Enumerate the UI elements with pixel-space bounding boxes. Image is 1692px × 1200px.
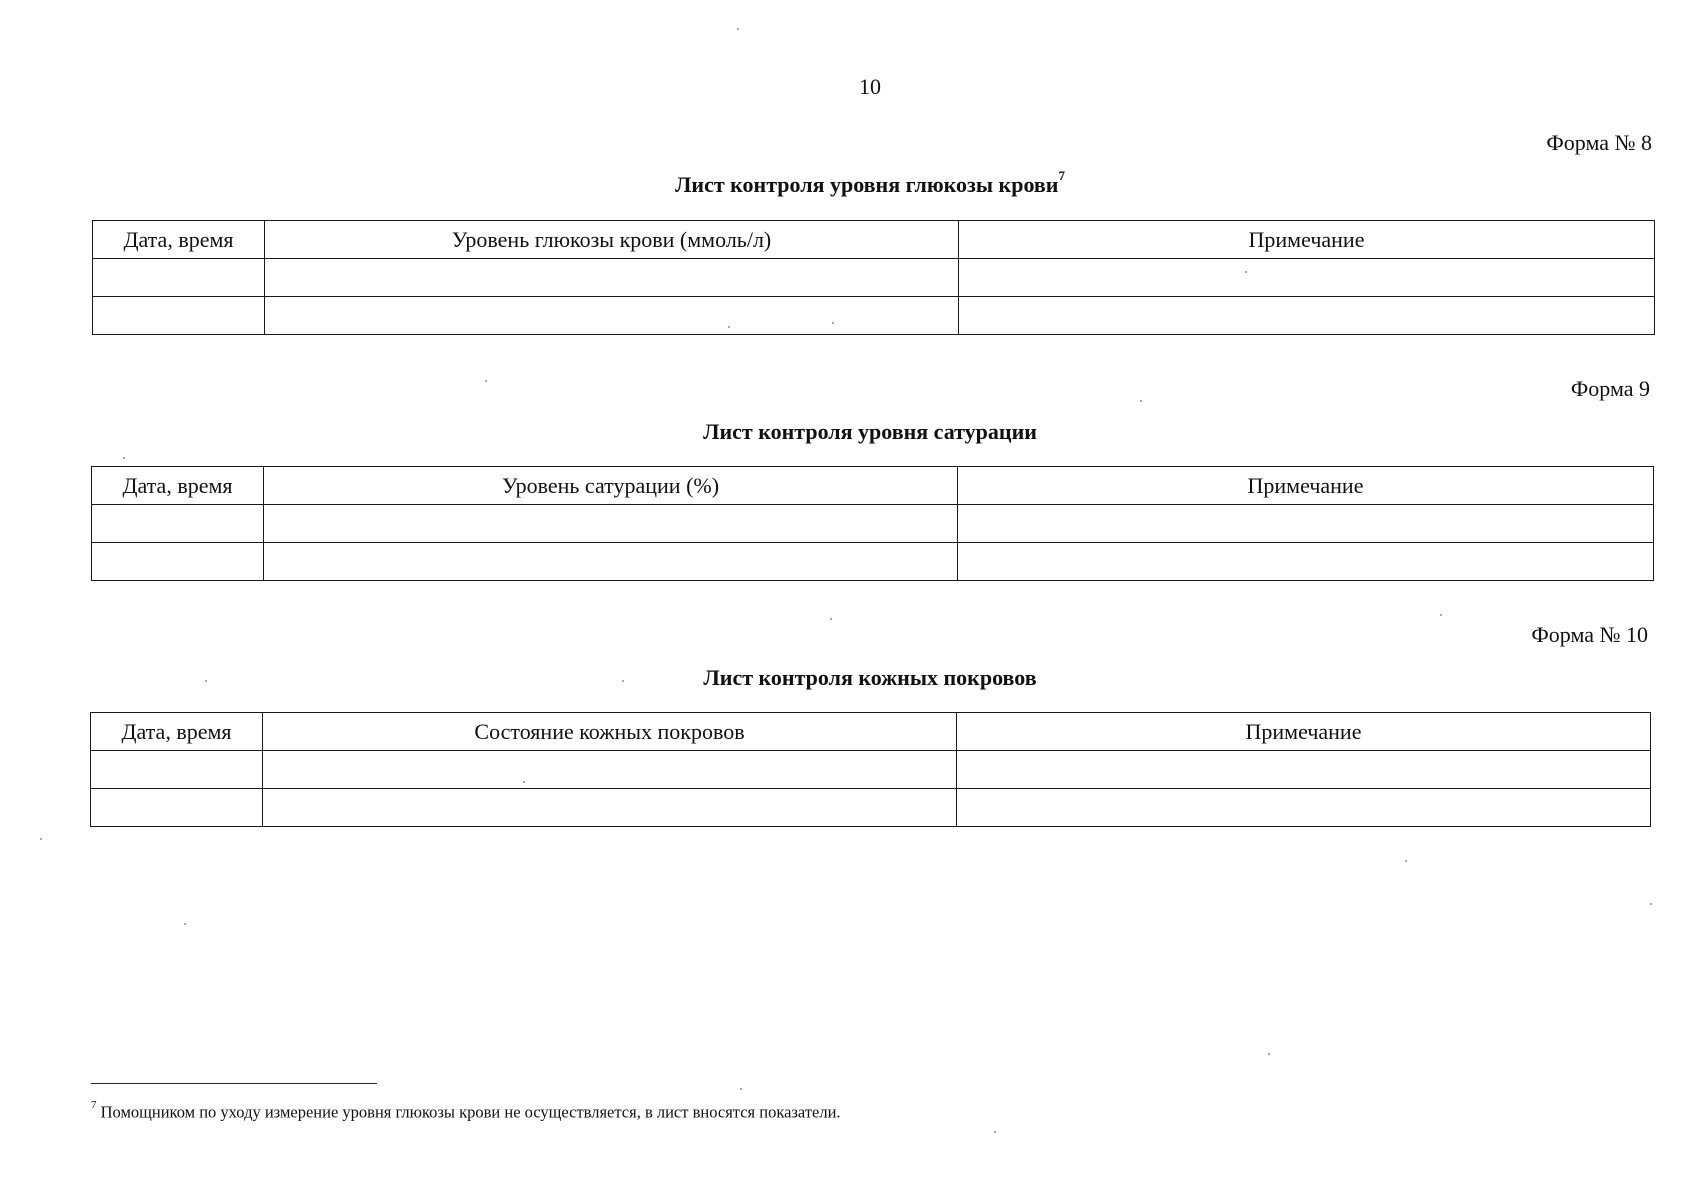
form-9-title: Лист контроля уровня сатурации: [703, 419, 1037, 444]
column-header-date-time: Дата, время: [92, 467, 264, 505]
form-8-title-text: Лист контроля уровня глюкозы крови: [675, 172, 1059, 197]
note-cell[interactable]: [958, 505, 1654, 543]
scan-speck: [40, 838, 42, 840]
note-cell[interactable]: [959, 259, 1655, 297]
table-row: [91, 751, 1651, 789]
date-time-cell[interactable]: [93, 297, 265, 335]
scan-speck: [1405, 860, 1407, 862]
scan-speck: [184, 923, 186, 925]
column-header-date-time: Дата, время: [93, 221, 265, 259]
scan-speck: [728, 326, 730, 328]
column-header-note: Примечание: [958, 467, 1654, 505]
note-cell[interactable]: [957, 789, 1651, 827]
form-8-title: [0, 168, 1692, 198]
scan-speck: [737, 28, 739, 30]
saturation-level-cell[interactable]: [264, 505, 958, 543]
table-row: [92, 505, 1654, 543]
footnote: [91, 1099, 841, 1123]
scan-speck: [740, 1088, 742, 1090]
column-header-glucose-level: Уровень глюкозы крови (ммоль/л): [265, 221, 959, 259]
glucose-level-cell[interactable]: [265, 259, 959, 297]
table-row: [92, 543, 1654, 581]
table-row: [93, 259, 1655, 297]
column-header-skin-condition: Состояние кожных покровов: [263, 713, 957, 751]
note-cell[interactable]: [958, 543, 1654, 581]
table-header-row: [93, 221, 1655, 259]
table-header-row: [92, 467, 1654, 505]
footnote-marker: 7: [91, 1099, 97, 1111]
skin-condition-cell[interactable]: [263, 789, 957, 827]
skin-condition-control-table: [90, 712, 1651, 827]
footnote-text: Помощником по уходу измерение уровня глюкозы крови не осуществляется, в лист вносятся показатели.: [100, 1102, 841, 1122]
form-8-label: Форма № 8: [1546, 130, 1652, 155]
table-row: [91, 789, 1651, 827]
scan-speck: [485, 380, 487, 382]
scan-speck: [1268, 1053, 1270, 1055]
scan-speck: [205, 680, 207, 682]
table-row: [93, 297, 1655, 335]
scan-speck: [523, 781, 525, 783]
scan-speck: [123, 457, 125, 459]
date-time-cell[interactable]: [91, 751, 263, 789]
saturation-control-table: [91, 466, 1654, 581]
column-header-note: Примечание: [959, 221, 1655, 259]
footnote-separator: [91, 1083, 377, 1084]
scan-speck: [622, 680, 624, 682]
column-header-saturation-level: Уровень сатурации (%): [264, 467, 958, 505]
glucose-control-table: [92, 220, 1655, 335]
column-header-date-time: Дата, время: [91, 713, 263, 751]
date-time-cell[interactable]: [92, 505, 264, 543]
scan-speck: [1440, 614, 1442, 616]
page-number: 10: [859, 74, 881, 99]
date-time-cell[interactable]: [92, 543, 264, 581]
table-header-row: [91, 713, 1651, 751]
scan-speck: [994, 1131, 996, 1133]
form-10-label: Форма № 10: [1531, 622, 1648, 647]
skin-condition-cell[interactable]: [263, 751, 957, 789]
saturation-level-cell[interactable]: [264, 543, 958, 581]
form-9-label: Форма 9: [1570, 376, 1650, 401]
scan-speck: [1650, 903, 1652, 905]
scan-speck: [830, 618, 832, 620]
date-time-cell[interactable]: [93, 259, 265, 297]
scan-speck: [1140, 400, 1142, 402]
form-10-title: Лист контроля кожных покровов: [703, 665, 1037, 690]
date-time-cell[interactable]: [91, 789, 263, 827]
note-cell[interactable]: [957, 751, 1651, 789]
scan-speck: [832, 322, 834, 324]
glucose-level-cell[interactable]: [265, 297, 959, 335]
note-cell[interactable]: [959, 297, 1655, 335]
column-header-note: Примечание: [957, 713, 1651, 751]
scan-speck: [1245, 271, 1247, 273]
form-8-title-footnote-marker: 7: [1058, 168, 1065, 183]
